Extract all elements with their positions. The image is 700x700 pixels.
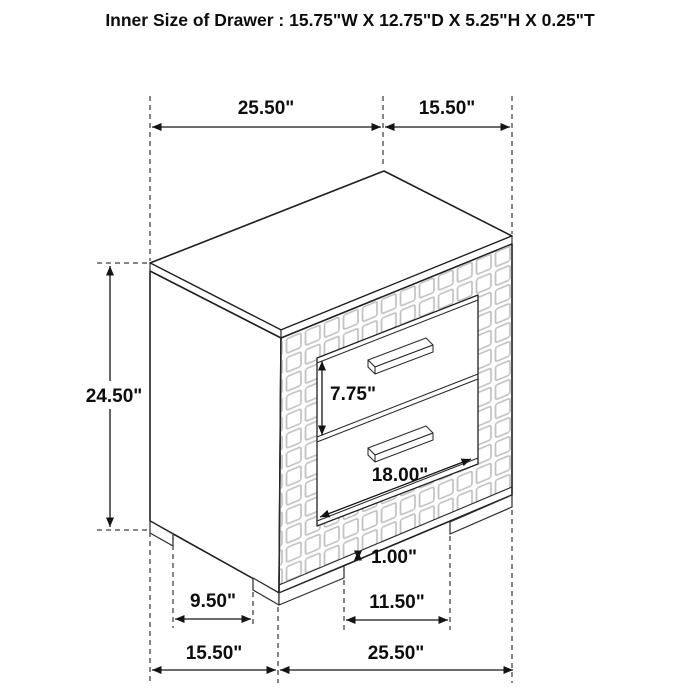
label-top-depth: 15.50" xyxy=(418,98,476,119)
page-title: Inner Size of Drawer : 15.75"W X 12.75"D X 5.25"H X 0.25"T xyxy=(105,10,595,30)
label-top-width: 25.50" xyxy=(237,98,295,119)
label-base-trim: 1.00" xyxy=(371,547,417,568)
label-front-foot-gap: 11.50" xyxy=(369,592,425,613)
label-overall-height: 24.50" xyxy=(85,386,143,407)
label-drawer-height: 7.75" xyxy=(330,384,376,405)
label-bottom-width: 25.50" xyxy=(367,643,425,664)
label-drawer-width: 18.00" xyxy=(371,465,429,486)
label-bottom-depth: 15.50" xyxy=(185,643,243,664)
label-side-foot-gap: 9.50" xyxy=(190,591,236,612)
